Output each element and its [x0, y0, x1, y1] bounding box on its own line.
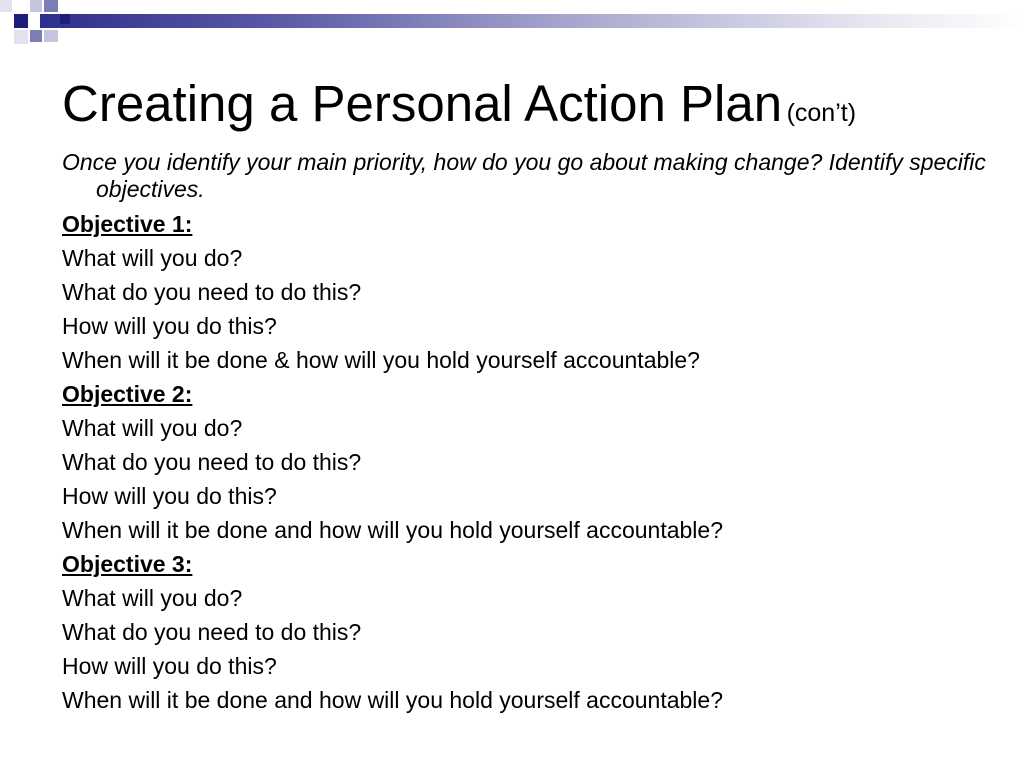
slide-body — [62, 149, 1002, 717]
decorative-square — [44, 30, 58, 42]
objective-heading: Objective 1: — [62, 211, 193, 237]
question-line: What will you do? — [62, 245, 243, 271]
question-line: How will you do this? — [62, 653, 277, 679]
question-line: When will it be done and how will you hold yourself accountable? — [62, 517, 724, 543]
decorative-square — [30, 0, 42, 12]
decorative-square — [14, 30, 28, 44]
question-line: What do you need to do this? — [62, 449, 362, 475]
title-suffix: (con’t) — [786, 99, 857, 127]
decorative-square — [60, 14, 70, 24]
question-line: What will you do? — [62, 415, 243, 441]
header-decoration — [0, 0, 1024, 48]
decorative-square — [0, 0, 12, 12]
question-line: When will it be done & how will you hold yourself accountable? — [62, 347, 700, 373]
question-line: What do you need to do this? — [62, 619, 362, 645]
question-line: When will it be done and how will you hold yourself accountable? — [62, 687, 724, 713]
question-line: What will you do? — [62, 585, 243, 611]
title-text: Creating a Personal Action Plan — [62, 75, 783, 132]
question-line: How will you do this? — [62, 483, 277, 509]
slide-title — [62, 75, 857, 132]
decorative-square — [44, 0, 58, 12]
decorative-square — [14, 14, 28, 28]
question-line: How will you do this? — [62, 313, 277, 339]
decorative-square — [30, 30, 42, 42]
question-line: What do you need to do this? — [62, 279, 362, 305]
intro-text: Once you identify your main priority, how do you go about making change? Identify specific objectives. — [62, 149, 986, 202]
objective-heading: Objective 3: — [62, 551, 193, 577]
objective-heading: Objective 2: — [62, 381, 193, 407]
header-gradient-bar — [40, 14, 1024, 28]
